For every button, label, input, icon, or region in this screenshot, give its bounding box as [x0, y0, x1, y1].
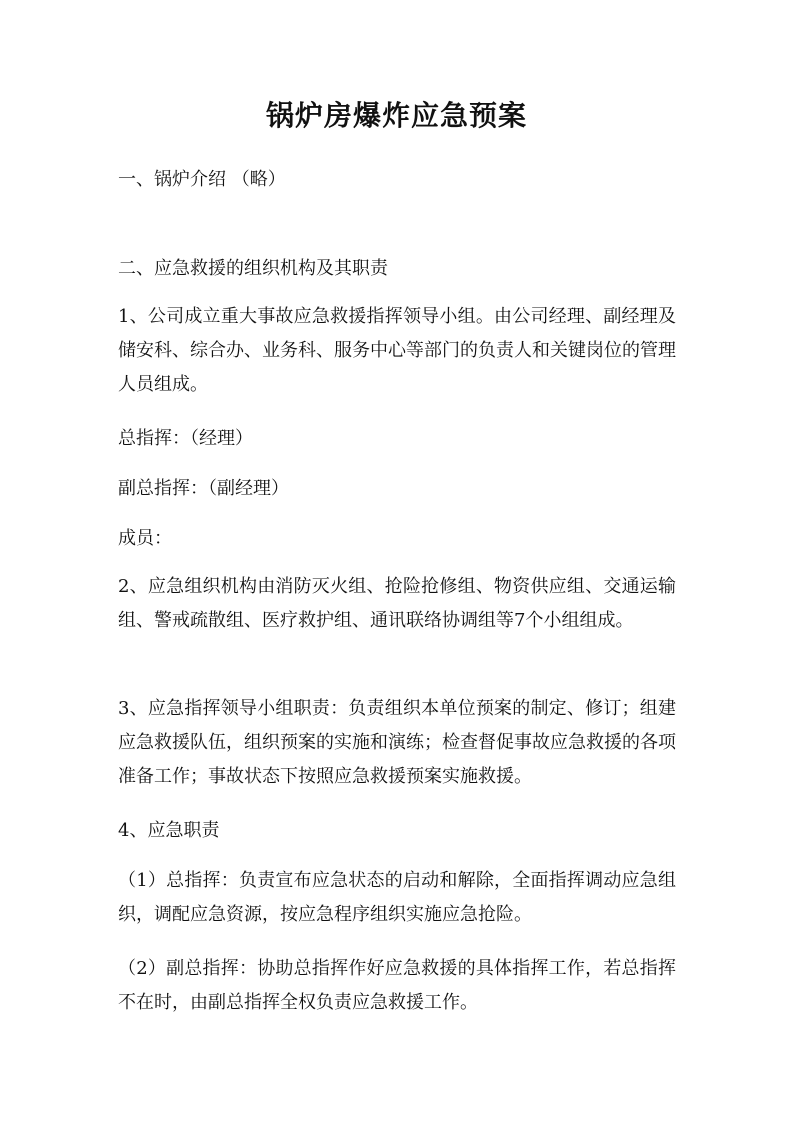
paragraph-commander-duty: （1）总指挥：负责宣布应急状态的启动和解除，全面指挥调动应急组织，调配应急资源，按应急程序组织实施应急抢险。	[118, 870, 676, 925]
paragraph-deputy-commander: 副总指挥：（副经理）	[118, 478, 289, 499]
paragraph-leadership-duties: 3、应急指挥领导小组职责：负责组织本单位预案的制定、修订；组建应急救援队伍，组织预案的实施和演练；检查督促事故应急救援的各项准备工作；事故状态下按照应急救援预案实施救援。	[118, 698, 676, 787]
paragraph-leadership-group: 1、公司成立重大事故应急救援指挥领导小组。由公司经理、副经理及储安科、综合办、业务科、服务中心等部门的负责人和关键岗位的管理人员组成。	[118, 306, 676, 395]
section-heading-emergency-duties: 4、应急职责	[118, 820, 220, 841]
paragraph-deputy-commander-duty: （2）副总指挥：协助总指挥作好应急救援的具体指挥工作，若总指挥不在时，由副总指挥全权负责应急救援工作。	[118, 958, 676, 1013]
paragraph-members: 成员：	[118, 528, 172, 549]
section-heading-boiler-intro: 一、锅炉介绍 （略）	[118, 169, 286, 190]
section-heading-organization: 二、应急救援的组织机构及其职责	[118, 258, 388, 279]
document-title: 锅炉房爆炸应急预案	[265, 99, 527, 132]
paragraph-commander: 总指挥：（经理）	[118, 428, 253, 449]
paragraph-emergency-groups: 2、应急组织机构由消防灭火组、抢险抢修组、物资供应组、交通运输组、警戒疏散组、医疗救护组、通讯联络协调组等7个小组组成。	[118, 576, 676, 631]
